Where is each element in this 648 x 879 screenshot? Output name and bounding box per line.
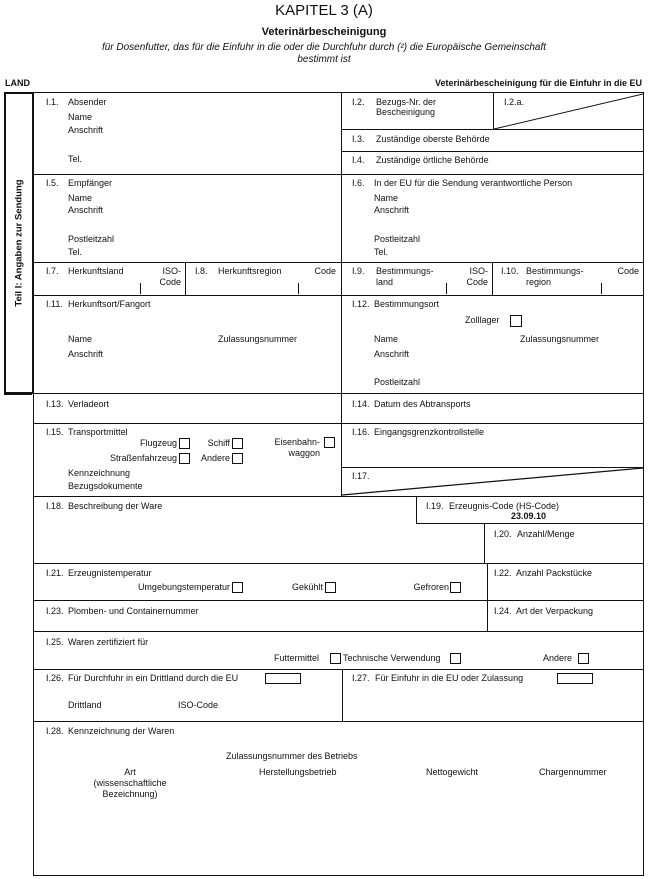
code-label: Code xyxy=(314,266,336,276)
address-label: Anschrift xyxy=(374,349,410,359)
certificate-title: Veterinärbescheinigung xyxy=(261,26,387,38)
field-i9[interactable] xyxy=(342,263,491,294)
ship-checkbox[interactable] xyxy=(232,438,243,449)
field-i7[interactable] xyxy=(34,263,184,294)
field-number: I.26. xyxy=(46,673,64,683)
aircraft-checkbox[interactable] xyxy=(179,438,190,449)
field-i19[interactable] xyxy=(417,497,643,522)
field-number: I.14. xyxy=(352,399,370,409)
species-column-header xyxy=(80,767,180,800)
field-i23[interactable] xyxy=(34,601,486,630)
field-i4[interactable] xyxy=(342,152,643,174)
field-number: I.8. xyxy=(195,266,208,276)
third-country-label: Drittland xyxy=(68,700,102,710)
field-i21[interactable] xyxy=(34,564,486,599)
hs-code-value: 23.09.10 xyxy=(511,511,547,521)
frozen-label: Gefroren xyxy=(413,582,449,592)
approval-number-label: Zulassungsnummer xyxy=(218,334,298,344)
aircraft-label: Flugzeug xyxy=(139,438,177,448)
strikethrough-diagonal xyxy=(494,93,643,130)
field-number: I.3. xyxy=(352,134,365,144)
field-label: Erzeugnis-Code (HS-Code) xyxy=(449,501,560,511)
field-i2[interactable] xyxy=(342,93,492,129)
field-number: I.17. xyxy=(352,471,370,481)
tick-mark xyxy=(446,283,447,294)
field-label: land xyxy=(376,277,394,287)
rail-label: waggon xyxy=(288,448,320,458)
ambient-label: Umgebungstemperatur xyxy=(137,582,230,592)
customs-warehouse-checkbox[interactable] xyxy=(510,315,522,327)
field-label: Plomben- und Containernummer xyxy=(68,606,199,616)
field-label: Zuständige oberste Behörde xyxy=(376,134,490,144)
field-number: I.2.a. xyxy=(504,97,525,107)
field-number: I.6. xyxy=(352,178,365,188)
code-label: ISO- xyxy=(469,266,488,276)
field-number: I.9. xyxy=(352,266,365,276)
field-label: Empfänger xyxy=(68,178,113,188)
feed-checkbox[interactable] xyxy=(330,653,341,664)
address-label: Anschrift xyxy=(68,125,104,135)
feed-label: Futtermittel xyxy=(274,653,320,663)
other-transport-label: Andere xyxy=(200,453,230,463)
rail-label: Eisenbahn- xyxy=(274,437,320,447)
chilled-checkbox[interactable] xyxy=(325,582,336,593)
field-label: Anzahl/Menge xyxy=(517,529,575,539)
field-i26[interactable] xyxy=(34,670,341,720)
name-label: Name xyxy=(68,334,93,344)
strikethrough-diagonal xyxy=(342,468,643,496)
postcode-label: Postleitzahl xyxy=(374,377,421,387)
tel-label: Tel. xyxy=(374,247,389,257)
field-i6[interactable] xyxy=(342,175,643,261)
field-number: I.4. xyxy=(352,155,365,165)
field-number: I.23. xyxy=(46,606,64,616)
rail-checkbox[interactable] xyxy=(324,437,335,448)
field-label: Art der Verpackung xyxy=(516,606,594,616)
field-label: Herkunftsregion xyxy=(218,266,282,276)
column-header: Bezeichnung) xyxy=(102,789,158,799)
other-transport-checkbox[interactable] xyxy=(232,453,243,464)
field-i27[interactable] xyxy=(343,670,643,720)
field-label: Bestimmungs- xyxy=(376,266,434,276)
technical-use-label: Technische Verwendung xyxy=(343,653,441,663)
field-number: I.25. xyxy=(46,637,64,647)
field-number: I.2. xyxy=(352,97,365,107)
field-label: Bestimmungsort xyxy=(374,299,440,309)
field-i16[interactable] xyxy=(342,424,643,466)
field-i12[interactable] xyxy=(342,296,643,392)
field-number: I.18. xyxy=(46,501,64,511)
documents-label: Bezugsdokumente xyxy=(68,481,143,491)
field-label: Verladeort xyxy=(68,399,110,409)
field-i10[interactable] xyxy=(493,263,643,294)
field-number: I.27. xyxy=(352,673,370,683)
tick-mark xyxy=(601,283,602,294)
tel-label: Tel. xyxy=(68,154,83,164)
name-label: Name xyxy=(374,193,399,203)
code-label: ISO- xyxy=(162,266,181,276)
field-i2a xyxy=(494,93,643,129)
certificate-description xyxy=(0,42,648,66)
code-label: Code xyxy=(159,277,181,287)
field-number: I.5. xyxy=(46,178,59,188)
description-line-1: für Dosenfutter, das für die Einfuhr in die oder die Durchfuhr durch (²) die Europäische Gemeinschaft xyxy=(101,42,547,53)
field-label: Transportmittel xyxy=(68,427,128,437)
iso-code-label: ISO-Code xyxy=(178,700,219,710)
field-i13[interactable] xyxy=(34,394,340,422)
ship-label: Schiff xyxy=(207,438,230,448)
field-label: Bescheinigung xyxy=(376,107,436,117)
field-i25[interactable] xyxy=(34,632,643,668)
field-i15[interactable] xyxy=(34,424,340,495)
field-number: I.13. xyxy=(46,399,64,409)
ambient-checkbox[interactable] xyxy=(232,582,243,593)
postcode-label: Postleitzahl xyxy=(374,234,421,244)
field-label: Datum des Abtransports xyxy=(374,399,471,409)
field-i14[interactable] xyxy=(342,394,643,422)
code-label: Code xyxy=(617,266,639,276)
net-weight-column-header: Nettogewicht xyxy=(426,767,479,777)
field-label: Anzahl Packstücke xyxy=(516,568,593,578)
field-label: region xyxy=(526,277,552,287)
field-i8[interactable] xyxy=(186,263,340,294)
sidebar-bottom-shadow xyxy=(4,392,32,395)
field-number: I.1. xyxy=(46,97,59,107)
approval-number-label: Zulassungsnummer xyxy=(520,334,600,344)
description-line-2: bestimmt ist xyxy=(297,54,351,65)
field-number: I.22. xyxy=(494,568,512,578)
field-label: Bestimmungs- xyxy=(526,266,584,276)
field-number: I.20. xyxy=(494,529,512,539)
field-label: Zuständige örtliche Behörde xyxy=(376,155,489,165)
column-header: (wissenschaftliche xyxy=(93,778,167,788)
plant-approval-label: Zulassungsnummer des Betriebs xyxy=(226,751,358,761)
field-label: Kennzeichnung der Waren xyxy=(68,726,175,736)
address-label: Anschrift xyxy=(68,205,104,215)
field-label: Für Einfuhr in die EU oder Zulassung xyxy=(375,673,524,683)
field-number: I.21. xyxy=(46,568,64,578)
field-label: Herkunftsland xyxy=(68,266,124,276)
field-label: In der EU für die Sendung verantwortliche Person xyxy=(374,178,573,188)
field-label: Beschreibung der Ware xyxy=(68,501,163,511)
tick-mark xyxy=(298,283,299,294)
field-i17 xyxy=(342,468,643,495)
field-label: Herkunftsort/Fangort xyxy=(68,299,151,309)
chilled-label: Gekühlt xyxy=(291,582,323,592)
address-label: Anschrift xyxy=(374,205,410,215)
name-label: Name xyxy=(68,193,93,203)
header-right-label: Veterinärbescheinigung für die Einfuhr in die EU xyxy=(434,78,642,88)
field-i11[interactable] xyxy=(34,296,340,392)
field-label: Eingangsgrenzkontrollstelle xyxy=(374,427,485,437)
field-i20[interactable] xyxy=(485,524,643,562)
postcode-label: Postleitzahl xyxy=(68,234,115,244)
field-i28[interactable] xyxy=(34,722,643,875)
chapter-title: KAPITEL 3 (A) xyxy=(275,2,373,19)
field-label: Für Durchfuhr in ein Drittland durch die EU xyxy=(68,673,239,683)
field-label: Waren zertifiziert für xyxy=(68,637,149,647)
road-vehicle-label: Straßenfahrzeug xyxy=(109,453,177,463)
field-number: I.11. xyxy=(46,299,63,309)
batch-number-column-header: Chargennummer xyxy=(539,767,607,777)
field-i3[interactable] xyxy=(342,130,643,150)
other-use-label: Andere xyxy=(543,653,573,663)
identification-label: Kennzeichnung xyxy=(68,468,131,478)
field-number: I.19. xyxy=(426,501,444,511)
field-label: Absender xyxy=(68,97,107,107)
field-i22[interactable] xyxy=(488,564,643,599)
section-label: Teil I: Angaben zur Sendung xyxy=(13,179,25,307)
customs-warehouse-label: Zolllager xyxy=(465,315,500,325)
address-label: Anschrift xyxy=(68,349,104,359)
name-label: Name xyxy=(68,112,93,122)
column-header: Art xyxy=(124,767,136,777)
field-number: I.7. xyxy=(46,266,59,276)
field-label: Erzeugnistemperatur xyxy=(68,568,152,578)
field-number: I.12. xyxy=(352,299,370,309)
field-label: Bezugs-Nr. der xyxy=(376,97,437,107)
field-i1[interactable] xyxy=(34,93,340,173)
frozen-checkbox[interactable] xyxy=(450,582,461,593)
other-use-checkbox[interactable] xyxy=(578,653,589,664)
tick-mark xyxy=(140,283,141,294)
field-number: I.24. xyxy=(494,606,512,616)
technical-use-checkbox[interactable] xyxy=(450,653,461,664)
plant-column-header: Herstellungsbetrieb xyxy=(259,767,337,777)
field-number: I.28. xyxy=(46,726,64,736)
country-label: LAND xyxy=(5,78,30,88)
name-label: Name xyxy=(374,334,399,344)
transit-checkbox[interactable] xyxy=(265,673,301,684)
field-i24[interactable] xyxy=(488,601,643,630)
code-label: Code xyxy=(466,277,488,287)
road-vehicle-checkbox[interactable] xyxy=(179,453,190,464)
field-number: I.16. xyxy=(352,427,370,437)
tel-label: Tel. xyxy=(68,247,83,257)
field-i5[interactable] xyxy=(34,175,340,261)
import-checkbox[interactable] xyxy=(557,673,593,684)
field-number: I.15. xyxy=(46,427,64,437)
field-number: I.10. xyxy=(501,266,519,276)
